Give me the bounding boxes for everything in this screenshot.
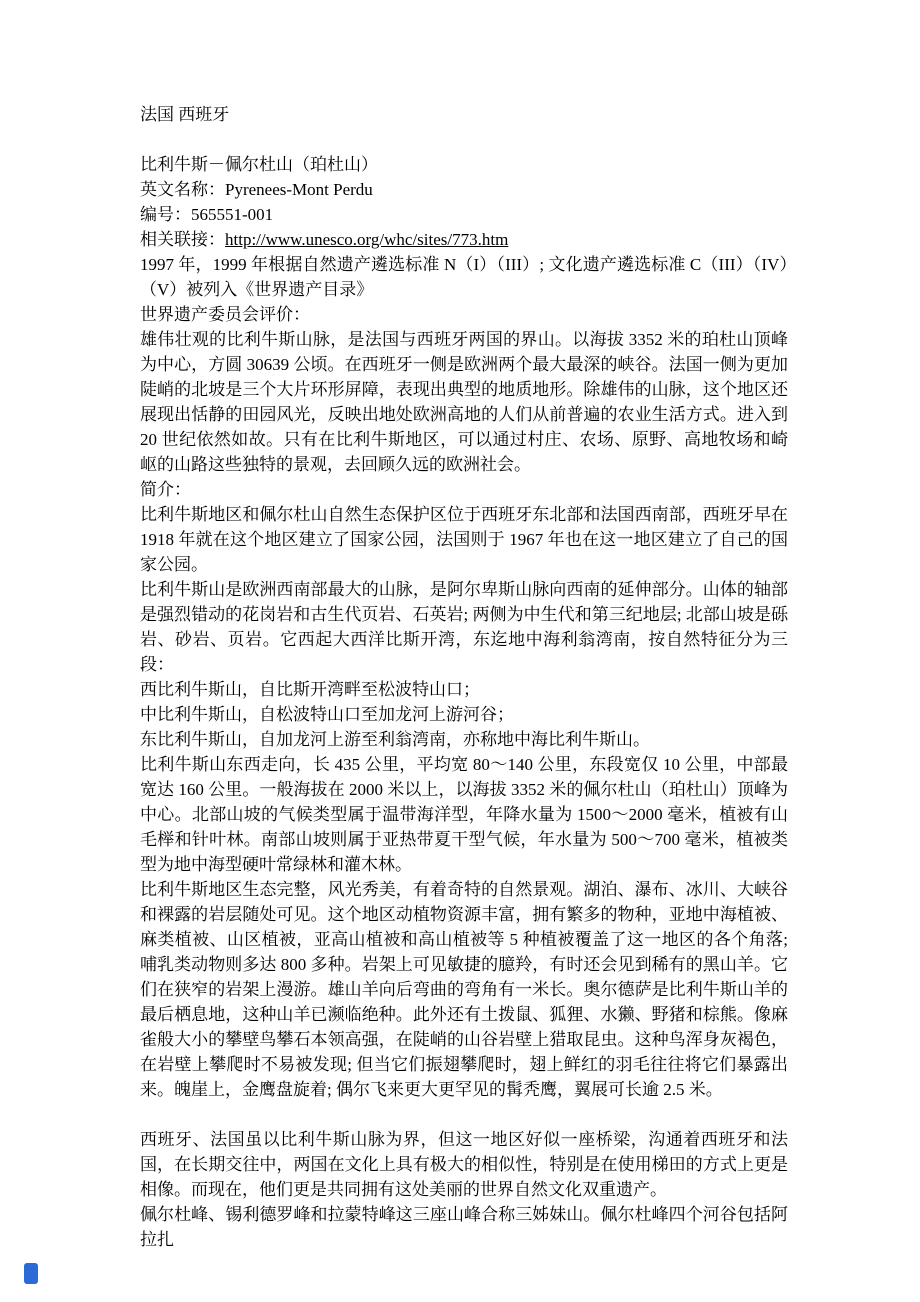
blank-line — [140, 1102, 788, 1127]
document-text-body — [140, 102, 788, 1252]
geography-climate-paragraph: 比利牛斯山东西走向，长 435 公里，平均宽 80～140 公里，东段宽仅 10 公里，中部最宽达 160 公里。一般海拔在 2000 米以上，以海拔 3352 米的佩尔杜山（珀杜山）顶峰为中心。北部山坡的气候类型属于温带海洋型，年降水量为 1500～2000 毫米，植被有山毛榉和针叶林。南部山坡则属于亚热带夏干型气候，年水量为 500～700 毫米，植被类型为地中海型硬叶常绿林和灌木林。 — [140, 755, 788, 874]
blank-line — [140, 127, 788, 152]
site-title: 比利牛斯－佩尔杜山（珀杜山） — [140, 155, 378, 174]
unesco-hyperlink[interactable]: http://www.unesco.org/whc/sites/773.htm — [225, 230, 509, 249]
intro-paragraph-parks: 比利牛斯地区和佩尔杜山自然生态保护区位于西班牙东北部和法国西南部，西班牙早在 1918 年就在这个地区建立了国家公园，法国则于 1967 年也在这一地区建立了自己的国家公园。 — [140, 505, 788, 574]
related-link-label: 相关联接： — [140, 230, 225, 249]
ecology-wildlife-paragraph: 比利牛斯地区生态完整，风光秀美，有着奇特的自然景观。湖泊、瀑布、冰川、大峡谷和裸露的岩层随处可见。这个地区动植物资源丰富，拥有繁多的物种，亚地中海植被、麻类植被、山区植被，亚高山植被和高山植被等 5 种植被覆盖了这一地区的各个角落; 哺乳类动物则多达 800 多种。岩架上可见敏捷的臆羚，有时还会见到稀有的黑山羊。它们在狭窄的岩架上漫游。雄山羊向后弯曲的弯角有一米长。奥尔德萨是比利牛斯山羊的最后栖息地，这种山羊已濒临绝种。此外还有土拨鼠、狐狸、水獭、野猪和棕熊。像麻雀般大小的攀壁鸟攀石本领高强，在陡峭的山谷岩壁上猎取昆虫。这种鸟浑身灰褐色，在岩壁上攀爬时不易被发现; 但当它们振翅攀爬时，翅上鲜红的羽毛往往将它们暴露出来。魄崖上，金鹰盘旋着; 偶尔飞来更大更罕见的髯秃鹰，翼展可长逾 2.5 米。 — [140, 880, 788, 1099]
three-sisters-paragraph: 佩尔杜峰、锡利德罗峰和拉蒙特峰这三座山峰合称三姊妹山。佩尔杜峰四个河谷包括阿拉扎 — [140, 1205, 788, 1249]
corner-artifact-icon — [24, 1263, 38, 1284]
culture-bridge-paragraph: 西班牙、法国虽以比利牛斯山脉为界，但这一地区好似一座桥梁，沟通着西班牙和法国，在长期交往中，两国在文化上具有极大的相似性，特别是在使用梯田的方式上更是相像。而现在，他们更是共同拥有这处美丽的世界自然文化双重遗产。 — [140, 1130, 788, 1199]
evaluation-paragraph: 雄伟壮观的比利牛斯山脉，是法国与西班牙两国的界山。以海拔 3352 米的珀杜山顶峰为中心，方圆 30639 公顷。在西班牙一侧是欧洲两个最大最深的峡谷。法国一侧为更加陡峭的北坡是三个大片环形屏障，表现出典型的地质地形。除雄伟的山脉，这个地区还展现出恬静的田园风光，反映出地处欧洲高地的人们从前普遍的农业生活方式。进入到 20 世纪依然如故。只有在比利牛斯地区，可以通过村庄、农场、原野、高地牧场和崎岖的山路这些独特的景观，去回顾久远的欧洲社会。 — [140, 330, 788, 474]
evaluation-heading: 世界遗产委员会评价： — [140, 305, 310, 324]
intro-paragraph-geology: 比利牛斯山是欧洲西南部最大的山脉，是阿尔卑斯山脉向西南的延伸部分。山体的轴部是强烈错动的花岗岩和古生代页岩、石英岩; 两侧为中生代和第三纪地层; 北部山坡是砾岩、砂岩、页岩。它西起大西洋比斯开湾，东迄地中海利翁湾南，按自然特征分为三段： — [140, 580, 788, 674]
intro-heading: 简介： — [140, 480, 191, 499]
segment-west-line: 西比利牛斯山，自比斯开湾畔至松波特山口； — [140, 680, 480, 699]
criteria-line: 1997 年，1999 年根据自然遗产遴选标准 N（I）（III）; 文化遗产遴选标准 C（III）（IV）（V）被列入《世界遗产目录》 — [140, 255, 788, 299]
related-link-line — [140, 227, 788, 252]
segment-east-line: 东比利牛斯山，自加龙河上游至利翁湾南，亦称地中海比利牛斯山。 — [140, 730, 650, 749]
english-name-line: 英文名称：Pyrenees-Mont Perdu — [140, 180, 373, 199]
countries-line: 法国 西班牙 — [140, 105, 230, 124]
site-number-line: 编号：565551-001 — [140, 205, 274, 224]
segment-middle-line: 中比利牛斯山，自松波特山口至加龙河上游河谷； — [140, 705, 514, 724]
